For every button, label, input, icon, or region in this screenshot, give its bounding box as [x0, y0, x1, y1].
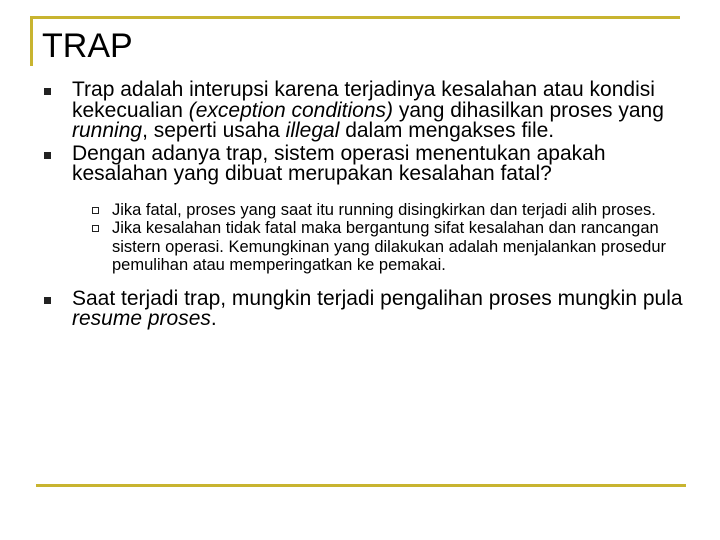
- hollow-square-bullet-icon: [92, 225, 99, 232]
- square-bullet-icon: [44, 88, 51, 95]
- sub-bullet-list: [40, 201, 690, 275]
- frame-top-line: [30, 16, 680, 19]
- slide-content: [40, 80, 690, 330]
- frame-left-line: [30, 16, 33, 66]
- bullet-2-text: Dengan adanya trap, sistem operasi menentukan apakah kesalahan yang dibuat merupakan kesalahan fatal?: [72, 141, 606, 185]
- bullet-1-text-d: dalam mengakses file.: [339, 119, 555, 142]
- bullet-1-text-a: Trap adalah interupsi karena terjadinya kesalahan atau kondisi kekecualian: [72, 78, 655, 122]
- bullet-3-text-a: Saat terjadi trap, mungkin terjadi pengalihan proses mungkin pula: [72, 286, 683, 310]
- sub-bullet-1: [96, 201, 690, 220]
- slide-title: TRAP: [42, 27, 133, 65]
- bullet-1-italic-illegal: illegal: [285, 119, 340, 142]
- sub-bullet-1-text: Jika fatal, proses yang saat itu running disingkirkan dan terjadi alih proses.: [112, 200, 656, 219]
- bullet-1-text-c: , seperti usaha: [142, 119, 286, 142]
- bullet-3-italic-resume: resume proses: [72, 307, 211, 330]
- square-bullet-icon: [44, 152, 51, 159]
- hollow-square-bullet-icon: [92, 207, 99, 214]
- bullet-2: [40, 141, 690, 185]
- bullet-3: [40, 286, 690, 330]
- bullet-3-text-b: .: [210, 307, 217, 330]
- bullet-1-text-b: yang dihasilkan proses yang: [393, 98, 664, 122]
- square-bullet-icon: [44, 297, 51, 304]
- bullet-1-italic-running: running: [72, 119, 143, 142]
- bullet-1-italic-exception: (exception conditions): [188, 98, 394, 122]
- sub-bullet-2: [96, 219, 690, 275]
- frame-bottom-line: [36, 484, 686, 487]
- sub-bullet-2-text: Jika kesalahan tidak fatal maka bergantung sifat kesalahan dan rancangan sistern operasi. Kemungkinan yang dilakukan adalah menjalankan prosedur pemulihan atau memperingatkan ke pemakai.: [112, 219, 667, 274]
- bullet-1: [40, 80, 690, 142]
